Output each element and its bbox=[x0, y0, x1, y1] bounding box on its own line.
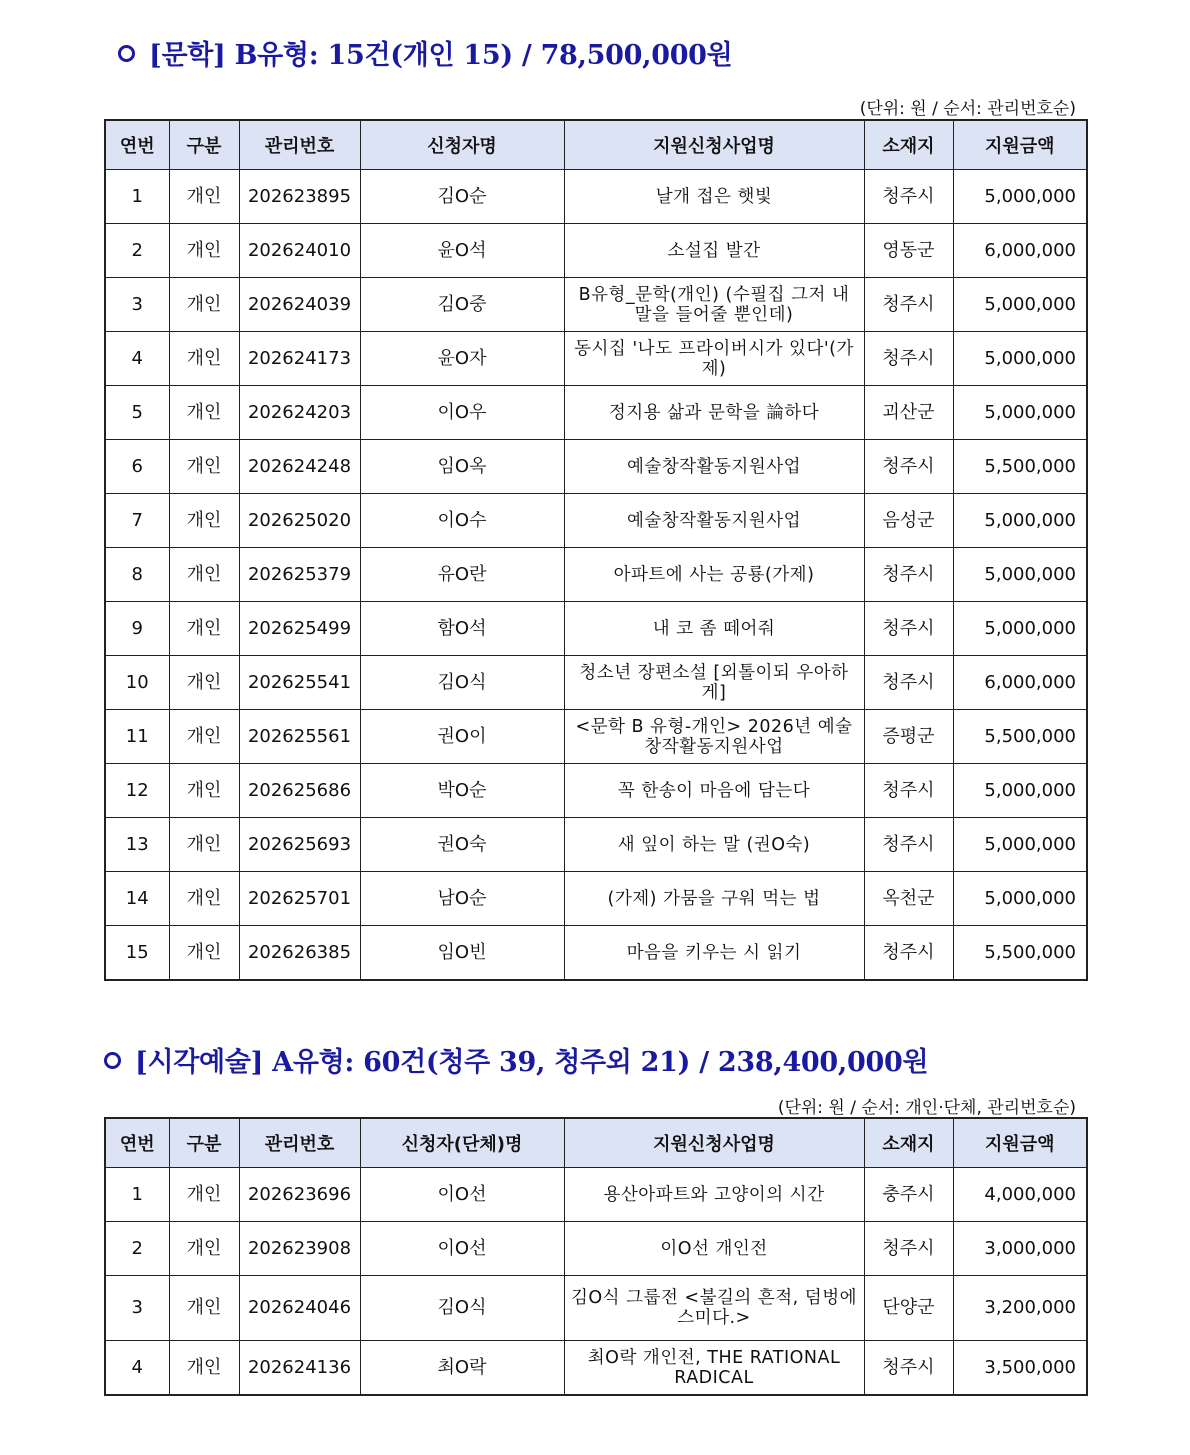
category-cell: 개인 bbox=[169, 1341, 239, 1396]
category-cell: 개인 bbox=[169, 494, 239, 548]
support-amount-cell: 3,000,000 bbox=[953, 1222, 1087, 1276]
category-cell: 개인 bbox=[169, 224, 239, 278]
support-amount-cell: 5,000,000 bbox=[953, 278, 1087, 332]
support-amount-cell: 3,500,000 bbox=[953, 1341, 1087, 1396]
applicant-name-cell: 임O빈 bbox=[360, 926, 564, 981]
support-amount-cell: 5,000,000 bbox=[953, 764, 1087, 818]
row-number-cell: 1 bbox=[105, 170, 169, 224]
row-number-cell: 1 bbox=[105, 1168, 169, 1222]
support-amount-cell: 5,000,000 bbox=[953, 332, 1087, 386]
project-title-cell: 정지용 삶과 문학을 論하다 bbox=[564, 386, 864, 440]
support-amount-cell: 5,000,000 bbox=[953, 872, 1087, 926]
category-cell: 개인 bbox=[169, 278, 239, 332]
support-amount-cell: 5,000,000 bbox=[953, 818, 1087, 872]
location-cell: 청주시 bbox=[864, 278, 953, 332]
applicant-name-cell: 김O순 bbox=[360, 170, 564, 224]
row-number-cell: 14 bbox=[105, 872, 169, 926]
circle-bullet-icon bbox=[118, 45, 135, 62]
support-amount-cell: 4,000,000 bbox=[953, 1168, 1087, 1222]
applicant-name-cell: 권O이 bbox=[360, 710, 564, 764]
row-number-cell: 7 bbox=[105, 494, 169, 548]
row-number-cell: 6 bbox=[105, 440, 169, 494]
project-title-cell: 꼭 한송이 마음에 담는다 bbox=[564, 764, 864, 818]
project-title-cell: 소설집 발간 bbox=[564, 224, 864, 278]
applicant-name-cell: 유O란 bbox=[360, 548, 564, 602]
project-title-cell: 최O락 개인전, THE RATIONAL RADICAL bbox=[564, 1341, 864, 1396]
row-number-cell: 8 bbox=[105, 548, 169, 602]
applicant-name-cell: 이O선 bbox=[360, 1168, 564, 1222]
project-title-cell: 동시집 '나도 프라이버시가 있다'(가제) bbox=[564, 332, 864, 386]
applicant-name-cell: 이O우 bbox=[360, 386, 564, 440]
category-cell: 개인 bbox=[169, 872, 239, 926]
column-header-category: 구분 bbox=[169, 1118, 239, 1168]
management-number-cell: 202624010 bbox=[239, 224, 360, 278]
table-row bbox=[105, 764, 1087, 818]
column-header-applicant-name: 신청자(단체)명 bbox=[360, 1118, 564, 1168]
management-number-cell: 202623895 bbox=[239, 170, 360, 224]
location-cell: 청주시 bbox=[864, 440, 953, 494]
location-cell: 괴산군 bbox=[864, 386, 953, 440]
project-title-cell: (가제) 가뭄을 구워 먹는 법 bbox=[564, 872, 864, 926]
category-cell: 개인 bbox=[169, 1168, 239, 1222]
location-cell: 청주시 bbox=[864, 764, 953, 818]
category-cell: 개인 bbox=[169, 440, 239, 494]
column-header-management-number: 관리번호 bbox=[239, 1118, 360, 1168]
circle-bullet-icon bbox=[104, 1052, 121, 1069]
table-row bbox=[105, 1222, 1087, 1276]
support-amount-cell: 6,000,000 bbox=[953, 224, 1087, 278]
management-number-cell: 202625701 bbox=[239, 872, 360, 926]
row-number-cell: 11 bbox=[105, 710, 169, 764]
project-title-cell: 새 잎이 하는 말 (권O숙) bbox=[564, 818, 864, 872]
applicant-name-cell: 이O수 bbox=[360, 494, 564, 548]
category-cell: 개인 bbox=[169, 170, 239, 224]
table-row bbox=[105, 1168, 1087, 1222]
support-amount-cell: 5,000,000 bbox=[953, 386, 1087, 440]
literature-b-table bbox=[104, 119, 1088, 981]
table-row bbox=[105, 872, 1087, 926]
management-number-cell: 202625561 bbox=[239, 710, 360, 764]
project-title-cell: 용산아파트와 고양이의 시간 bbox=[564, 1168, 864, 1222]
column-header-project-title: 지원신청사업명 bbox=[564, 120, 864, 170]
table-header-row bbox=[105, 120, 1087, 170]
project-title-cell: 김O식 그룹전 <불길의 흔적, 덤벙에 스미다.> bbox=[564, 1276, 864, 1341]
table-row bbox=[105, 278, 1087, 332]
management-number-cell: 202623908 bbox=[239, 1222, 360, 1276]
table-row bbox=[105, 1341, 1087, 1396]
section-title-text: [문학] B유형: 15건(개인 15) / 78,500,000원 bbox=[149, 40, 733, 71]
row-number-cell: 3 bbox=[105, 1276, 169, 1341]
visual-art-a-table bbox=[104, 1117, 1088, 1396]
project-title-cell: 이O선 개인전 bbox=[564, 1222, 864, 1276]
location-cell: 충주시 bbox=[864, 1168, 953, 1222]
applicant-name-cell: 김O식 bbox=[360, 656, 564, 710]
location-cell: 증평군 bbox=[864, 710, 953, 764]
category-cell: 개인 bbox=[169, 1276, 239, 1341]
support-amount-cell: 5,000,000 bbox=[953, 548, 1087, 602]
applicant-name-cell: 김O중 bbox=[360, 278, 564, 332]
applicant-name-cell: 김O식 bbox=[360, 1276, 564, 1341]
location-cell: 청주시 bbox=[864, 332, 953, 386]
category-cell: 개인 bbox=[169, 386, 239, 440]
support-amount-cell: 5,500,000 bbox=[953, 710, 1087, 764]
table-row bbox=[105, 1276, 1087, 1341]
location-cell: 청주시 bbox=[864, 602, 953, 656]
project-title-cell: 예술창작활동지원사업 bbox=[564, 440, 864, 494]
location-cell: 단양군 bbox=[864, 1276, 953, 1341]
applicant-name-cell: 박O순 bbox=[360, 764, 564, 818]
unit-note: (단위: 원 / 순서: 관리번호순) bbox=[859, 99, 1076, 119]
unit-note: (단위: 원 / 순서: 개인·단체, 관리번호순) bbox=[777, 1098, 1076, 1118]
table-row bbox=[105, 440, 1087, 494]
table-header-row bbox=[105, 1118, 1087, 1168]
table-row bbox=[105, 926, 1087, 981]
project-title-cell: 예술창작활동지원사업 bbox=[564, 494, 864, 548]
column-header-location: 소재지 bbox=[864, 1118, 953, 1168]
column-header-management-number: 관리번호 bbox=[239, 120, 360, 170]
management-number-cell: 202625693 bbox=[239, 818, 360, 872]
management-number-cell: 202625686 bbox=[239, 764, 360, 818]
applicant-name-cell: 최O락 bbox=[360, 1341, 564, 1396]
project-title-cell: 아파트에 사는 공룡(가제) bbox=[564, 548, 864, 602]
section-title-text: [시각예술] A유형: 60건(청주 39, 청주외 21) / 238,400,000원 bbox=[135, 1047, 929, 1078]
support-amount-cell: 3,200,000 bbox=[953, 1276, 1087, 1341]
location-cell: 청주시 bbox=[864, 818, 953, 872]
management-number-cell: 202624248 bbox=[239, 440, 360, 494]
table-row bbox=[105, 332, 1087, 386]
category-cell: 개인 bbox=[169, 602, 239, 656]
row-number-cell: 4 bbox=[105, 332, 169, 386]
location-cell: 옥천군 bbox=[864, 872, 953, 926]
applicant-name-cell: 윤O석 bbox=[360, 224, 564, 278]
location-cell: 청주시 bbox=[864, 170, 953, 224]
management-number-cell: 202623696 bbox=[239, 1168, 360, 1222]
column-header-row-number: 연번 bbox=[105, 1118, 169, 1168]
applicant-name-cell: 임O옥 bbox=[360, 440, 564, 494]
category-cell: 개인 bbox=[169, 656, 239, 710]
management-number-cell: 202624046 bbox=[239, 1276, 360, 1341]
management-number-cell: 202626385 bbox=[239, 926, 360, 981]
project-title-cell: B유형_문학(개인) (수필집 그저 내 말을 들어줄 뿐인데) bbox=[564, 278, 864, 332]
table-row bbox=[105, 656, 1087, 710]
management-number-cell: 202625541 bbox=[239, 656, 360, 710]
row-number-cell: 9 bbox=[105, 602, 169, 656]
management-number-cell: 202624039 bbox=[239, 278, 360, 332]
support-amount-cell: 5,000,000 bbox=[953, 602, 1087, 656]
location-cell: 음성군 bbox=[864, 494, 953, 548]
column-header-support-amount: 지원금액 bbox=[953, 120, 1087, 170]
support-amount-cell: 6,000,000 bbox=[953, 656, 1087, 710]
management-number-cell: 202624136 bbox=[239, 1341, 360, 1396]
applicant-name-cell: 남O순 bbox=[360, 872, 564, 926]
column-header-support-amount: 지원금액 bbox=[953, 1118, 1087, 1168]
table-row bbox=[105, 224, 1087, 278]
table-row bbox=[105, 818, 1087, 872]
table-row bbox=[105, 170, 1087, 224]
category-cell: 개인 bbox=[169, 710, 239, 764]
category-cell: 개인 bbox=[169, 926, 239, 981]
category-cell: 개인 bbox=[169, 764, 239, 818]
table-row bbox=[105, 710, 1087, 764]
row-number-cell: 4 bbox=[105, 1341, 169, 1396]
column-header-row-number: 연번 bbox=[105, 120, 169, 170]
row-number-cell: 2 bbox=[105, 1222, 169, 1276]
support-amount-cell: 5,000,000 bbox=[953, 494, 1087, 548]
location-cell: 영동군 bbox=[864, 224, 953, 278]
table-row bbox=[105, 386, 1087, 440]
applicant-name-cell: 권O숙 bbox=[360, 818, 564, 872]
column-header-category: 구분 bbox=[169, 120, 239, 170]
column-header-project-title: 지원신청사업명 bbox=[564, 1118, 864, 1168]
management-number-cell: 202624203 bbox=[239, 386, 360, 440]
category-cell: 개인 bbox=[169, 548, 239, 602]
location-cell: 청주시 bbox=[864, 1222, 953, 1276]
row-number-cell: 2 bbox=[105, 224, 169, 278]
project-title-cell: 날개 접은 햇빛 bbox=[564, 170, 864, 224]
location-cell: 청주시 bbox=[864, 548, 953, 602]
project-title-cell: <문학 B 유형-개인> 2026년 예술창작활동지원사업 bbox=[564, 710, 864, 764]
applicant-name-cell: 함O석 bbox=[360, 602, 564, 656]
row-number-cell: 3 bbox=[105, 278, 169, 332]
column-header-location: 소재지 bbox=[864, 120, 953, 170]
section-heading-literature bbox=[118, 33, 732, 72]
row-number-cell: 10 bbox=[105, 656, 169, 710]
category-cell: 개인 bbox=[169, 332, 239, 386]
row-number-cell: 15 bbox=[105, 926, 169, 981]
support-amount-cell: 5,500,000 bbox=[953, 926, 1087, 981]
category-cell: 개인 bbox=[169, 818, 239, 872]
applicant-name-cell: 이O선 bbox=[360, 1222, 564, 1276]
location-cell: 청주시 bbox=[864, 656, 953, 710]
row-number-cell: 13 bbox=[105, 818, 169, 872]
management-number-cell: 202625020 bbox=[239, 494, 360, 548]
support-amount-cell: 5,500,000 bbox=[953, 440, 1087, 494]
category-cell: 개인 bbox=[169, 1222, 239, 1276]
location-cell: 청주시 bbox=[864, 1341, 953, 1396]
table-row bbox=[105, 494, 1087, 548]
support-amount-cell: 5,000,000 bbox=[953, 170, 1087, 224]
project-title-cell: 내 코 좀 떼어줘 bbox=[564, 602, 864, 656]
applicant-name-cell: 윤O자 bbox=[360, 332, 564, 386]
table-row bbox=[105, 548, 1087, 602]
row-number-cell: 12 bbox=[105, 764, 169, 818]
row-number-cell: 5 bbox=[105, 386, 169, 440]
project-title-cell: 청소년 장편소설 [외톨이되 우아하게] bbox=[564, 656, 864, 710]
section-heading-visual-art bbox=[104, 1040, 928, 1079]
project-title-cell: 마음을 키우는 시 읽기 bbox=[564, 926, 864, 981]
table-row bbox=[105, 602, 1087, 656]
column-header-applicant-name: 신청자명 bbox=[360, 120, 564, 170]
management-number-cell: 202625379 bbox=[239, 548, 360, 602]
management-number-cell: 202624173 bbox=[239, 332, 360, 386]
location-cell: 청주시 bbox=[864, 926, 953, 981]
management-number-cell: 202625499 bbox=[239, 602, 360, 656]
